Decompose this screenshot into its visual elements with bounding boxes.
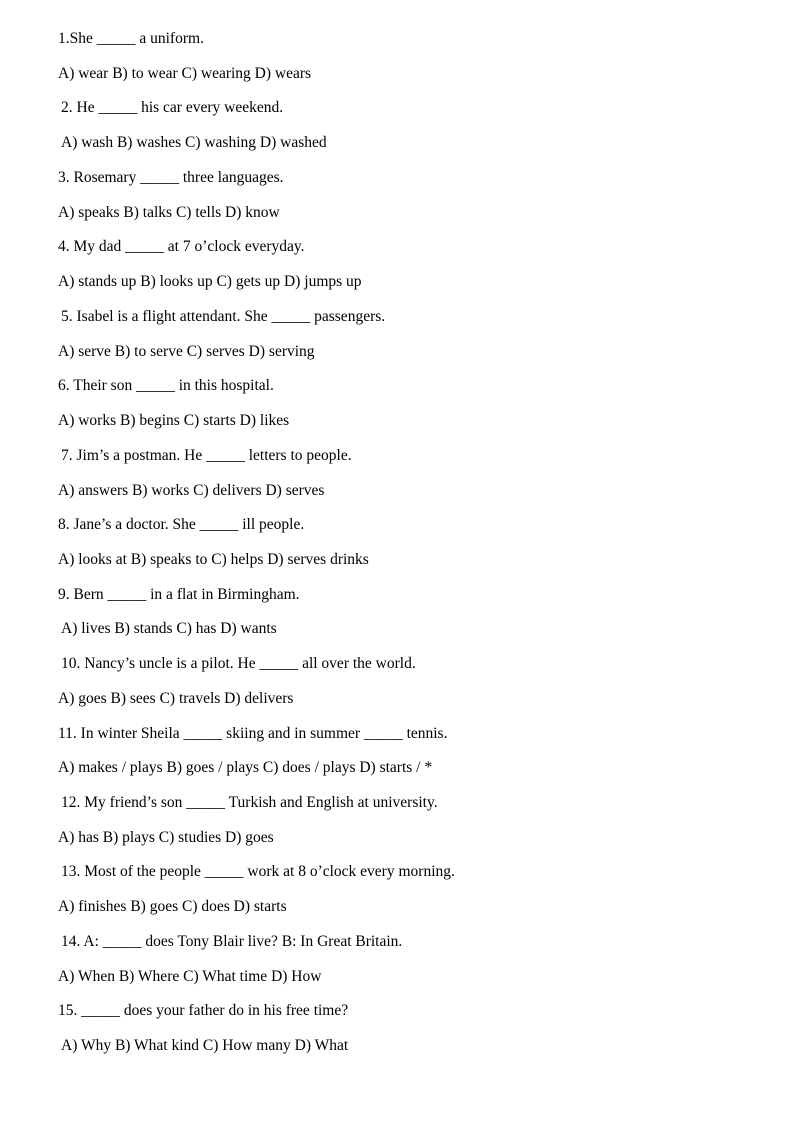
options-6: A) works B) begins C) starts D) likes: [58, 412, 290, 429]
options-15: A) Why B) What kind C) How many D) What: [61, 1037, 349, 1054]
options-8: A) looks at B) speaks to C) helps D) serves drinks: [58, 551, 369, 568]
question-11: 11. In winter Sheila _____ skiing and in summer _____ tennis.: [58, 725, 448, 742]
options-9: A) lives B) stands C) has D) wants: [61, 620, 277, 637]
question-15: 15. _____ does your father do in his free time?: [58, 1002, 349, 1019]
options-3: A) speaks B) talks C) tells D) know: [58, 204, 280, 221]
question-13: 13. Most of the people _____ work at 8 o’clock every morning.: [61, 863, 455, 880]
options-5: A) serve B) to serve C) serves D) serving: [58, 343, 315, 360]
question-6: 6. Their son _____ in this hospital.: [58, 377, 274, 394]
options-7: A) answers B) works C) delivers D) serves: [58, 482, 325, 499]
options-14: A) When B) Where C) What time D) How: [58, 968, 322, 985]
question-10: 10. Nancy’s uncle is a pilot. He _____ all over the world.: [61, 655, 416, 672]
question-7: 7. Jim’s a postman. He _____ letters to people.: [61, 447, 352, 464]
options-11: A) makes / plays B) goes / plays C) does / plays D) starts / *: [58, 759, 433, 776]
options-13: A) finishes B) goes C) does D) starts: [58, 898, 287, 915]
options-10: A) goes B) sees C) travels D) delivers: [58, 690, 294, 707]
question-3: 3. Rosemary _____ three languages.: [58, 169, 284, 186]
question-12: 12. My friend’s son _____ Turkish and English at university.: [61, 794, 438, 811]
question-14: 14. A: _____ does Tony Blair live? B: In Great Britain.: [61, 933, 403, 950]
question-5: 5. Isabel is a flight attendant. She _____ passengers.: [61, 308, 386, 325]
question-8: 8. Jane’s a doctor. She _____ ill people.: [58, 516, 305, 533]
options-12: A) has B) plays C) studies D) goes: [58, 829, 274, 846]
options-1: A) wear B) to wear C) wearing D) wears: [58, 65, 312, 82]
question-4: 4. My dad _____ at 7 o’clock everyday.: [58, 238, 305, 255]
options-4: A) stands up B) looks up C) gets up D) jumps up: [58, 273, 362, 290]
options-2: A) wash B) washes C) washing D) washed: [61, 134, 327, 151]
question-1: 1.She _____ a uniform.: [58, 30, 204, 47]
question-2: 2. He _____ his car every weekend.: [61, 99, 284, 116]
question-9: 9. Bern _____ in a flat in Birmingham.: [58, 586, 300, 603]
